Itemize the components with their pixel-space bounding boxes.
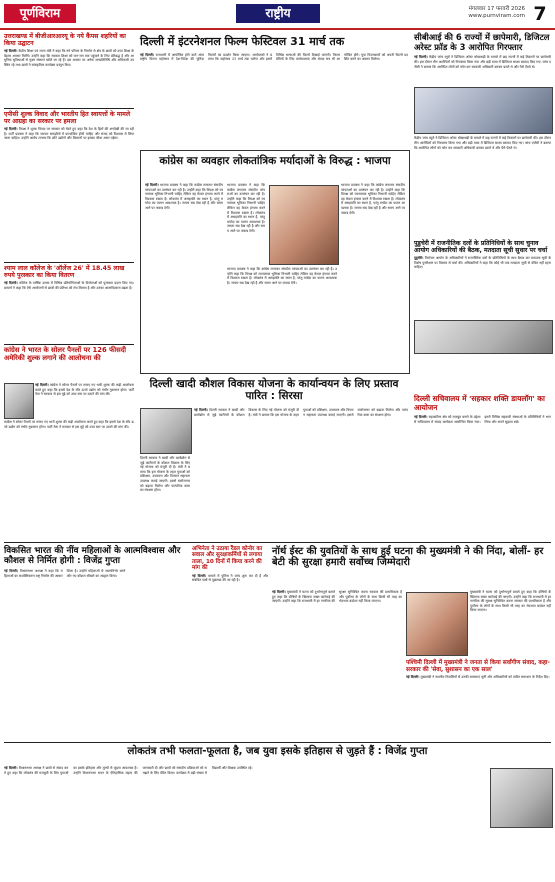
story-6 [414,33,551,164]
issue-dateline [468,6,525,20]
section-label: राष्ट्रीय [236,4,320,23]
story-11-body: नई दिल्ली। विधानसभा अध्यक्ष ने कहा कि महिलाओं का सशक्तिकरण राष्ट्र निर्माण की आधारशिला है। उन्होंने महिलाओं से आत्मनिर्भर बनने और नए कौशल सीखने का आह्वान किया। [4,569,126,578]
story-10 [414,395,551,547]
story-15-photo [490,768,553,828]
story-6-headline: सीबीआई की 6 राज्यों में छापेमारी, डिजिटल अरेस्ट फ्रॉड के 3 आरोपित गिरफ्तार [414,32,550,52]
story-4-body-lead: नई दिल्ली। कांग्रेस ने सोलर पैनलों पर लगाए गए भारी शुल्क की कड़ी आलोचना करते हुए कहा कि इससे देश के सौर ऊर्जा उद्योग को गंभीर नुकसान होगा। पार्टी नेता ने सरकार से इस मुद्दे को उच्च स्तर पर उठाने की मांग की। [35,383,134,397]
story-9-photo [140,408,192,454]
story-7-body-col3: भाजपा प्रवक्ता ने कहा कि कांग्रेस लगातार संसदीय परंपराओं का उल्लंघन कर रही है। उन्होंने कहा कि विपक्ष को रचनात्मक भूमिका निभानी चाहिए लेकिन वह केवल हंगामा करने में विश्वास रखता है। लोकतंत्र में असहमति का स्थान है, परंतु मर्यादा का पालन आवश्यक है। जनता सब देख रही है और समय आने पर जवाब देगी। [341,183,405,215]
story-3-headline: श्याम लाल कॉलेज के 'ऑलेंज 26' में 18.45 लाख रुपये पुरस्कार का किया वितरण [4,265,125,280]
story-2-body: नई दिल्ली। विपक्ष ने शुल्क विवाद पर सरकार को घेरते हुए कहा कि देश के हितों की अनदेखी की जा रही है। पार्टी प्रवक्ता ने कहा कि व्यापार समझौतों में पारदर्शिता होनी चाहिए और संसद को विश्वास में लिया जाना चाहिए। उन्होंने आरोप लगाया कि छोटे उद्योगों और किसानों पर इसका सीधा असर पड़ेगा। [4,127,134,141]
story-8-body: पुडुचेरी। निर्वाचन आयोग के अधिकारियों ने राजनीतिक दलों के प्रतिनिधियों के साथ बैठक कर मतदाता सूची के विशेष पुनरीक्षण पर विस्तार से चर्चा की। अधिकारियों ने कहा कि कोई भी पात्र मतदाता सूची से वंचित नहीं रहना चाहिए। [414,256,551,270]
story-3 [4,265,134,339]
story-7-headline: कांग्रेस का व्यवहार लोकतांत्रिक मर्यादाओं के विरुद्ध : भाजपा [159,155,391,167]
story-7-body-col2: भाजपा प्रवक्ता ने कहा कि कांग्रेस लगातार संसदीय परंपराओं का उल्लंघन कर रही है। उन्होंने कहा कि विपक्ष को रचनात्मक भूमिका निभानी चाहिए लेकिन वह केवल हंगामा करने में विश्वास रखता है। लोकतंत्र में असहमति का स्थान है, परंतु मर्यादा का पालन आवश्यक है। जनता सब देख रही है और समय आने पर जवाब देगी। [227,183,265,233]
story-6-photo [414,87,553,134]
story-7 [140,150,410,374]
divider [4,742,551,743]
story-15-body: नई दिल्ली। विधानसभा अध्यक्ष ने छात्रों से संवाद करते हुए कहा कि लोकतंत्र की मजबूती के लिए युवाओं का इसके इतिहास और मूल्यों से जुड़ना आवश्यक है। उन्होंने विधानसभा भवन के ऐतिहासिक महत्व की जानकारी दी और छात्रों को संसदीय प्रक्रियाओं को समझने के लिए प्रेरित किया। कार्यक्रम में बड़ी संख्या में विद्यार्थी और शिक्षक उपस्थित रहे। [4,766,253,775]
story-5 [140,36,408,151]
story-2 [4,111,134,251]
story-14 [406,660,551,719]
story-9-body-left: दिल्ली सरकार ने खादी और ग्रामोद्योग से जुड़े कारीगरों के कौशल विकास के लिए नई योजना को मंजूरी दी है। मंत्री ने बताया कि इस योजना के तहत युवाओं को प्रशिक्षण, उपकरण और विपणन सहायता उपलब्ध कराई जाएगी। इससे स्वरोजगार को बढ़ावा मिलेगा और पारंपरिक कला का संरक्षण होगा। [140,456,190,493]
story-2-headline: एपीसी शुल्क विवाद और भारतीय हित स्वायत्तों के मामले पर आग्रहा का सरकार पर हमला [4,111,131,126]
story-4-photo [4,383,34,419]
story-7-body-col4: भाजपा प्रवक्ता ने कहा कि कांग्रेस लगातार संसदीय परंपराओं का उल्लंघन कर रही है। उन्होंने कहा कि विपक्ष को रचनात्मक भूमिका निभानी चाहिए लेकिन वह केवल हंगामा करने में विश्वास रखता है। लोकतंत्र में असहमति का स्थान है, परंतु मर्यादा का पालन आवश्यक है। जनता सब देख रही है और समय आने पर जवाब देगी। [227,267,337,285]
story-12 [192,546,268,662]
website-link[interactable]: www.purnviram.com [468,13,525,19]
story-3-body: नई दिल्ली। कॉलेज के वार्षिक उत्सव में विभिन्न प्रतियोगिताओं के विजेताओं को पुरस्कार प्रदान किए गए। प्राचार्य ने कहा कि ऐसे आयोजनों से छात्रों की प्रतिभा को मंच मिलता है और उनका आत्मविश्वास बढ़ता है। [4,281,134,290]
story-9-body: नई दिल्ली। दिल्ली सरकार ने खादी और ग्रामोद्योग से जुड़े कारीगरों के कौशल विकास के लिए नई योजना को मंजूरी दी है। मंत्री ने बताया कि इस योजना के तहत युवाओं को प्रशिक्षण, उपकरण और विपणन सहायता उपलब्ध कराई जाएगी। इससे स्वरोजगार को बढ़ावा मिलेगा और पारंपरिक कला का संरक्षण होगा। [194,408,408,417]
story-4 [4,346,134,429]
story-10-body: नई दिल्ली। सहकारिता क्षेत्र को मजबूत बनाने के उद्देश्य से सचिवालय में संवाद कार्यक्रम आयोजित किया गया। इसमें विभिन्न सहकारी संस्थाओं के प्रतिनिधियों ने भाग लिया और अपने सुझाव रखे। [414,415,551,424]
story-8 [414,240,551,354]
story-13-body-right: मुख्यमंत्री ने घटना को दुर्भाग्यपूर्ण बताते हुए कहा कि दोषियों के खिलाफ सख्त कार्रवाई की जाएगी। उन्होंने कहा कि राजधानी में हर नागरिक की सुरक्षा सुनिश्चित करना सरकार की प्राथमिकता है और पूर्वोत्तर के लोगों के साथ किसी भी तरह का भेदभाव बर्दाश्त नहीं किया जाएगा। [470,590,551,613]
divider [4,262,134,263]
story-7-photo [269,185,339,265]
story-5-body: नई दिल्ली। राजधानी में आयोजित होने वाले अंतरराष्ट्रीय फिल्म महोत्सव में देश-विदेश की चुनिंदा फिल्मों का प्रदर्शन किया जाएगा। आयोजकों ने बताया कि महोत्सव 31 मार्च तक चलेगा और इसमें विभिन्न भाषाओं की फिल्में दिखाई जाएंगी। फिल्म प्रेमियों के लिए कार्यशालाएं और संवाद सत्र भी आयोजित होंगे। युवा फिल्मकारों को अपनी फिल्में प्रदर्शित करने का अवसर मिलेगा। [140,52,408,62]
story-14-headline: पश्चिमी दिल्ली में मुख्यमंत्री ने जनता से किया सर्वांगीण संवाद, कहा- सरकार की 'सेवा, सुशासन का एक साल' [406,660,550,673]
story-4-headline: कांग्रेस ने भारत के सोलर पैनलों पर 126 फीसदी अमेरिकी शुल्क लगाने की आलोचना की [4,346,127,362]
story-12-body: नई दिल्ली। मामले में पुलिस ने जांच शुरू कर दी है और संबंधित पक्षों से पूछताछ की जा रही है। [192,573,268,583]
story-12-headline: अभिनेता ने उठाया रैंडल कोनोर का सवाल और सुरक्षाकर्मियों से लगाया ताला, 10 दिनों में किया करने की मांग की [192,546,263,572]
story-14-body: नई दिल्ली। मुख्यमंत्री ने स्थानीय निवासियों से उनकी समस्याएं सुनीं और अधिकारियों को त्वरित समाधान के निर्देश दिए। [406,675,550,680]
story-9 [140,378,408,493]
story-10-headline: दिल्ली सचिवालय में 'सहकार शक्ति डायलॉग' का आयोजन [414,394,545,412]
page-number: 7 [533,3,547,25]
story-11 [4,546,188,695]
story-1-headline: उत्तराखण्ड में बीजीआरआरयू के नये कैंपस शहरियों का किया उद्घाटन [4,33,126,48]
story-15-headline: लोकतंत्र तभी फलता-फूलता है, जब युवा इसके इतिहास से जुड़ते हैं : विजेंद्र गुप्ता [127,746,428,757]
divider [4,542,551,543]
story-6-body: केंद्रीय जांच ब्यूरो ने डिजिटल अरेस्ट धोखाधड़ी के मामले में छह राज्यों में कई ठिकानों पर छापेमारी की। इस दौरान तीन आरोपितों को गिरफ्तार किया गया और बड़ी मात्रा में डिजिटल साक्ष्य बरामद किए गए। जांच एजेंसी ने बताया कि आरोपित लोगों को फोन कर सरकारी अधिकारी बनकर डराते थे और पैसे ऐंठते थे। [414,136,551,150]
story-15 [4,746,551,775]
issue-date: मंगलवार 17 फरवरी 2026 [468,6,525,12]
story-1-body: नई दिल्ली। केंद्रीय शिक्षा एवं राज्य मंत्री ने कहा कि नये परिसर के निर्माण से क्षेत्र के छात्रों को उच्च शिक्षा के बेहतर अवसर मिलेंगे। उन्होंने कहा कि सरकार शिक्षा को जन-जन तक पहुंचाने के लिए प्रतिबद्ध है और आधुनिक सुविधाओं से युक्त संस्थान खोले जा रहे हैं। इस अवसर पर अनेक जनप्रतिनिधि और अधिकारी उपस्थित रहे तथा छात्रों ने सांस्कृतिक कार्यक्रम प्रस्तुत किए। [4,49,134,68]
story-6-body-lead: नई दिल्ली। केंद्रीय जांच ब्यूरो ने डिजिटल अरेस्ट धोखाधड़ी के मामले में छह राज्यों में कई ठिकानों पर छापेमारी की। इस दौरान तीन आरोपितों को गिरफ्तार किया गया और बड़ी मात्रा में डिजिटल साक्ष्य बरामद किए गए। जांच एजेंसी ने बताया कि आरोपित लोगों को फोन कर सरकारी अधिकारी बनकर डराते थे और पैसे ऐंठते थे। [414,55,551,69]
story-13-body: नई दिल्ली। मुख्यमंत्री ने घटना को दुर्भाग्यपूर्ण बताते हुए कहा कि दोषियों के खिलाफ सख्त कार्रवाई की जाएगी। उन्होंने कहा कि राजधानी में हर नागरिक की सुरक्षा सुनिश्चित करना सरकार की प्राथमिकता है और पूर्वोत्तर के लोगों के साथ किसी भी तरह का भेदभाव बर्दाश्त नहीं किया जाएगा। [272,590,402,604]
story-13-headline: नॉर्थ ईस्ट की युवतियों के साथ हुई घटना की मुख्यमंत्री ने की निंदा, बोलीं- हर बेटी की सुरक्षा हमारी सर्वोच्च जिम्मेदारी [272,546,544,569]
newspaper-logo: पूर्णविराम [4,4,76,23]
story-1 [4,33,134,105]
story-5-headline: दिल्ली में इंटरनेशनल फिल्म फेस्टिवल 31 मार्च तक [140,35,345,48]
story-13-photo [406,592,468,656]
divider [4,344,134,345]
story-4-body: कांग्रेस ने सोलर पैनलों पर लगाए गए भारी शुल्क की कड़ी आलोचना करते हुए कहा कि इससे देश के सौर ऊर्जा उद्योग को गंभीर नुकसान होगा। पार्टी नेता ने सरकार से इस मुद्दे को उच्च स्तर पर उठाने की मांग की। [4,420,134,429]
divider [4,108,134,109]
story-13 [272,546,551,613]
story-9-headline: दिल्ली खादी कौशल विकास योजना के कार्यान्वयन के लिए प्रस्ताव पारित : सिरसा [149,378,399,403]
story-11-headline: विकसित भारत की नींव महिलाओं के आत्मविश्वास और कौशल से निर्मित होगी : विजेंद्र गुप्ता [4,546,181,567]
story-8-photo [414,320,553,354]
story-7-body-col1: नई दिल्ली। भाजपा प्रवक्ता ने कहा कि कांग्रेस लगातार संसदीय परंपराओं का उल्लंघन कर रही है। उन्होंने कहा कि विपक्ष को रचनात्मक भूमिका निभानी चाहिए लेकिन वह केवल हंगामा करने में विश्वास रखता है। लोकतंत्र में असहमति का स्थान है, परंतु मर्यादा का पालन आवश्यक है। जनता सब देख रही है और समय आने पर जवाब देगी। [145,183,223,210]
story-8-headline: पुडुचेरी में राजनीतिक दलों के प्रतिनिधियों के साथ चुनाव आयोग अधिकारियों की बैठक, मतदाता सूची सुधार पर चर्चा [414,240,548,255]
